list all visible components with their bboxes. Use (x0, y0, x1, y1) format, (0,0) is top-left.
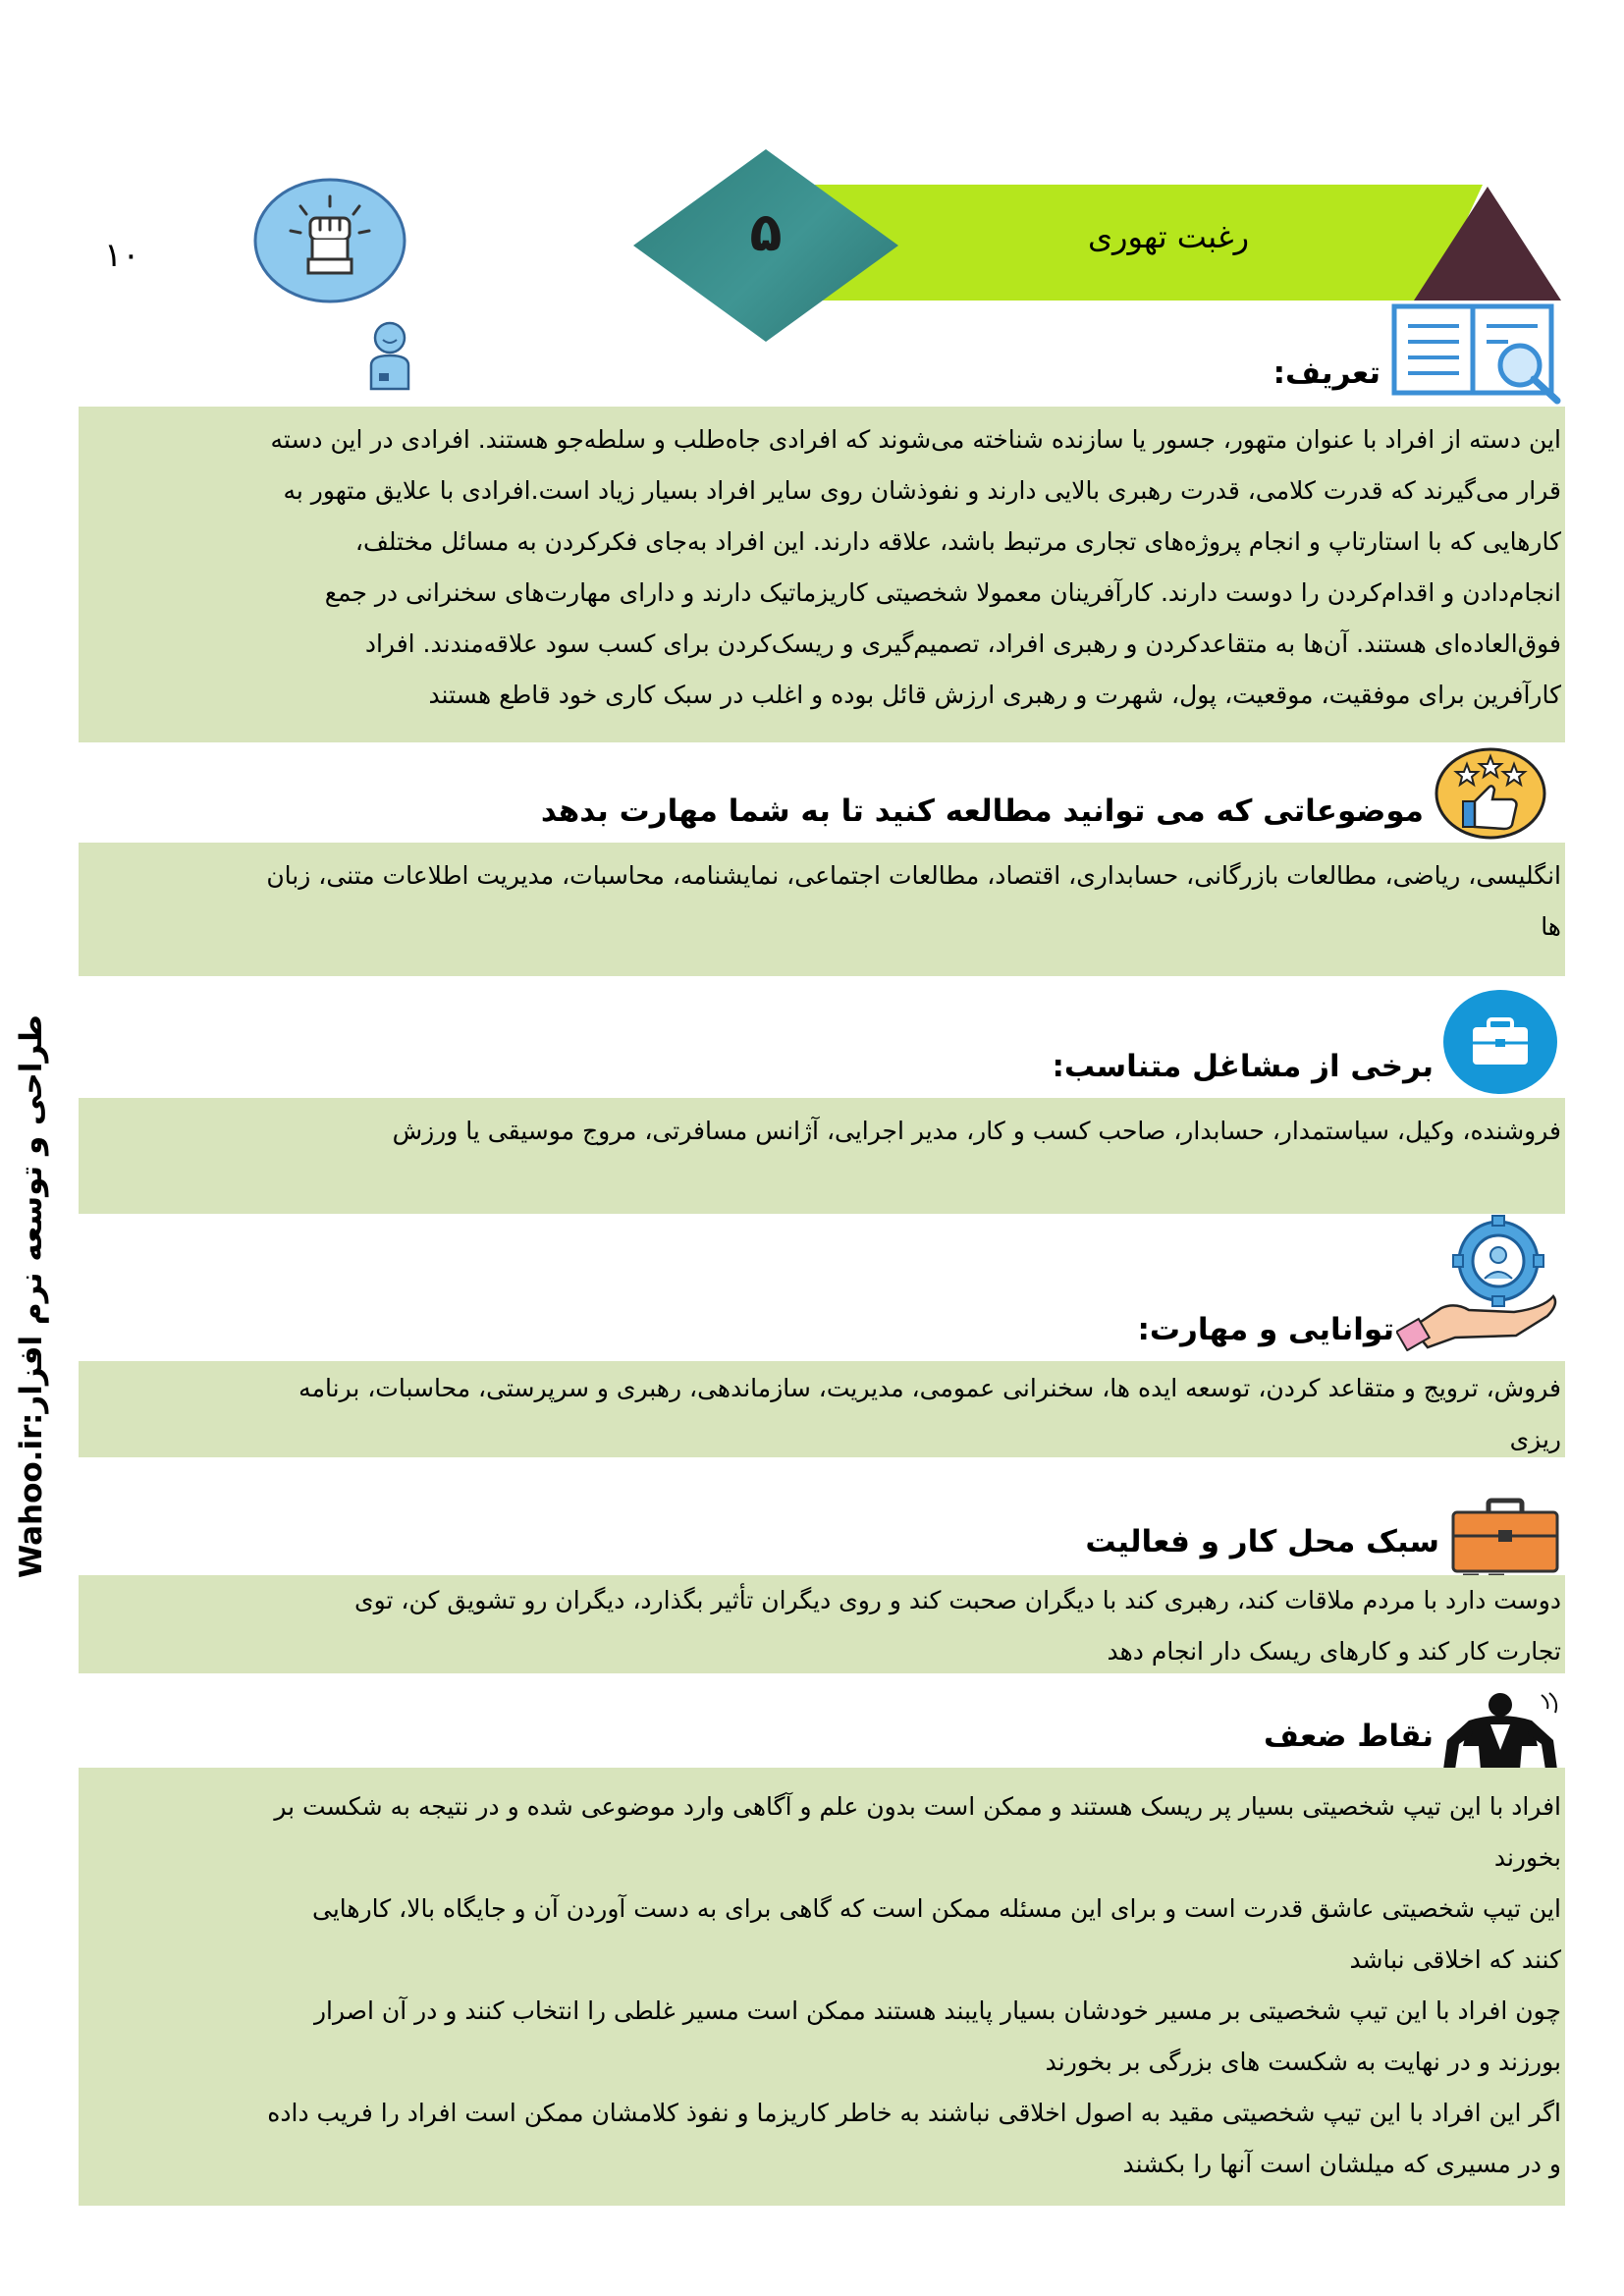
definition-heading: تعریف: (1272, 355, 1380, 391)
skills-box (79, 1361, 1565, 1457)
chapter-title: رغبت تهوری (1087, 218, 1250, 255)
briefcase-circle-icon (1441, 988, 1559, 1096)
workstyle-line: دوست دارد با مردم ملاقات کند، رهبری کند با دیگران صحبت کند و روی دیگران تأثیر بگذارد، دیگران رو تشویق کن، توی (354, 1586, 1561, 1614)
workstyle-line: تجارت کار کند و کارهای ریسک دار انجام دهد (1107, 1637, 1561, 1666)
subjects-line: ها (1541, 912, 1561, 941)
definition-line: فوق‌العاده‌ای هستند. آن‌ها به متقاعدکردن و رهبری افراد، تصمیم‌گیری و ریسک‌کردن برای کسب سود علاقه‌مندند. افراد (364, 629, 1561, 658)
raised-fist-icon (251, 177, 408, 304)
sidebar-text: :طراحی و توسعه نرم افزار (14, 1013, 49, 1425)
subjects-heading: موضوعاتی که می توانید مطالعه کنید تا به شما مهارت بدهد (540, 793, 1424, 829)
sidebar-site: Wahoo.ir (14, 1424, 49, 1579)
jobs-box (79, 1098, 1565, 1214)
weaknesses-line: و در مسیری که میلشان است آنها را بکشند (1122, 2150, 1561, 2178)
definition-line: کارآفرین برای موفقیت، موقعیت، پول، شهرت و رهبری ارزش قائل بوده و اغلب در سبک کاری خود قاطع هستند (428, 681, 1561, 709)
weaknesses-line: افراد با این تیپ شخصیتی بسیار پر ریسک هستند و ممکن است بدون علم و آگاهی وارد موضوعی شده و در نتیجه به شکست بر (274, 1792, 1561, 1821)
page-number: ۱۰ (104, 236, 140, 275)
hand-gear-person-icon (1396, 1214, 1563, 1351)
weaknesses-heading: نقاط ضعف (1264, 1719, 1434, 1754)
skills-line: فروش، ترویج و متقاعد کردن، توسعه ایده ها، سخنرانی عمومی، مدیریت، سازماندهی، رهبری و سرپرستی، محاسبات، برنامه (298, 1374, 1561, 1402)
workstyle-box (79, 1575, 1565, 1673)
book-magnifier-icon (1390, 301, 1563, 405)
sidebar-credit (4, 1013, 59, 1579)
definition-line: این دسته از افراد با عنوان متهور، جسور یا سازنده شناخته می‌شوند که افرادی جاه‌طلب و سلطه‌جو هستند. افرادی در این دسته (270, 425, 1561, 454)
subjects-box (79, 843, 1565, 976)
workstyle-heading: سبک محل کار و فعالیت (1085, 1524, 1439, 1559)
definition-line: کارهایی که با استارتاپ و انجام پروژه‌های تجاری مرتبط باشد، علاقه دارند. این افراد به‌جای فکرکردن به مسائل مختلف، (354, 527, 1561, 556)
jobs-line: فروشنده، وکیل، سیاستمدار، حسابدار، صاحب کسب و کار، مدیر اجرایی، آژانس مسافرتی، مروج موسیقی یا ورزش (392, 1117, 1561, 1145)
weaknesses-line: چون افراد با این تیپ شخصیتی بر مسیر خودشان بسیار پایبند هستند ممکن است مسیر غلطی را انتخاب کنند و در آن اصرار (313, 1996, 1561, 2025)
definition-box (79, 407, 1565, 742)
weaknesses-line: کنند که اخلاقی نباشد (1349, 1945, 1561, 1974)
subjects-line: انگلیسی، ریاضی، مطالعات بازرگانی، حسابداری، اقتصاد، مطالعات اجتماعی، نمایشنامه، محاسبات، مدیریت اطلاعات متنی، زبان (266, 861, 1561, 890)
definition-line: انجام‌دادن و اقدام‌کردن را دوست دارند. کارآفرینان معمولا شخصیتی کاریزماتیک دارند و دارای مهارت‌های سخنرانی در جمع (324, 578, 1561, 607)
weaknesses-line: بورزند و در نهایت به شکست های بزرگی بر بخورند (1045, 2048, 1561, 2076)
thumbs-up-stars-icon (1434, 746, 1547, 841)
weaknesses-box (79, 1768, 1565, 2206)
person-avatar-icon (365, 320, 414, 391)
weaknesses-line: بخورند (1493, 1843, 1561, 1872)
weaknesses-line: این تیپ شخصیتی عاشق قدرت است و برای این مسئله ممکن است که گاهی برای به دست آوردن آن و جایگاه بالا، کارهایی (312, 1894, 1561, 1923)
struggling-figure-icon (1439, 1691, 1561, 1772)
orange-briefcase-icon (1449, 1497, 1561, 1577)
jobs-heading: برخی از مشاغل متناسب: (1052, 1049, 1434, 1084)
skills-line: ریزی (1509, 1425, 1561, 1453)
weaknesses-line: اگر این افراد با این تیپ شخصیتی مقید به اصول اخلاقی نباشند به خاطر کاریزما و نفوذ کلامشان ممکن است افراد را فریب داده (267, 2099, 1561, 2127)
skills-heading: توانایی و مهارت: (1137, 1312, 1394, 1347)
definition-line: قرار می‌گیرند که قدرت کلامی، قدرت رهبری بالایی دارند و نفوذشان روی سایر افراد بسیار زیاد است.افرادی با علایق متهور به (283, 476, 1561, 505)
chapter-number: ۵ (749, 201, 783, 263)
